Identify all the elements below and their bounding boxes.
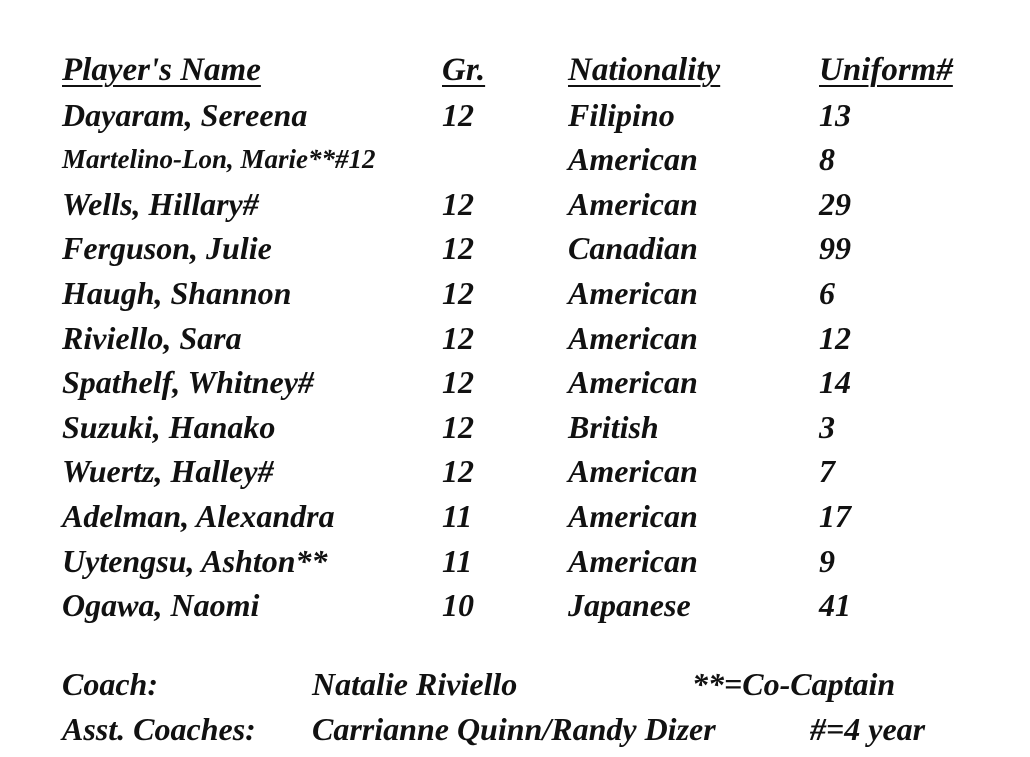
- player-name: Wuertz, Halley#: [62, 453, 274, 490]
- player-uniform: 6: [819, 274, 835, 311]
- player-uniform: 14: [819, 364, 851, 401]
- player-uniform: 12: [819, 319, 851, 356]
- player-uniform: 8: [819, 141, 835, 178]
- player-nationality: American: [568, 364, 698, 401]
- player-grade: 12: [442, 274, 474, 311]
- player-nationality: British: [568, 408, 659, 445]
- player-name: Uytengsu, Ashton**: [62, 542, 328, 579]
- player-name: Ogawa, Naomi: [62, 587, 260, 624]
- player-grade: 12: [442, 364, 474, 401]
- player-name: Martelino-Lon, Marie**#12: [62, 144, 376, 175]
- player-grade: 10: [442, 587, 474, 624]
- player-nationality: Canadian: [568, 230, 698, 267]
- player-name: Adelman, Alexandra: [62, 497, 335, 534]
- cocaptain-legend: **=Co-Captain: [692, 666, 896, 702]
- player-name: Dayaram, Sereena: [62, 96, 308, 133]
- player-nationality: American: [568, 542, 698, 579]
- player-uniform: 99: [819, 230, 851, 267]
- header-grade: Gr.: [442, 52, 486, 88]
- header-nationality: Nationality: [568, 52, 721, 88]
- player-uniform: 29: [819, 185, 851, 222]
- player-grade: 12: [442, 453, 474, 490]
- header-player-name: Player's Name: [62, 52, 261, 88]
- player-nationality: American: [568, 453, 698, 490]
- coach-name: Natalie Riviello: [312, 666, 518, 702]
- player-nationality: American: [568, 141, 698, 178]
- asst-coaches-names: Carrianne Quinn/Randy Dizer: [312, 711, 716, 747]
- player-nationality: American: [568, 497, 698, 534]
- header-uniform: Uniform#: [819, 52, 953, 88]
- player-name: Ferguson, Julie: [62, 230, 272, 267]
- player-name: Wells, Hillary#: [62, 185, 259, 222]
- player-uniform: 41: [819, 587, 851, 624]
- player-name: Riviello, Sara: [62, 319, 242, 356]
- player-uniform: 17: [819, 497, 851, 534]
- player-nationality: Filipino: [568, 96, 675, 133]
- player-grade: 11: [442, 542, 473, 579]
- player-grade: 12: [442, 230, 474, 267]
- coach-label: Coach:: [62, 666, 158, 702]
- player-nationality: American: [568, 274, 698, 311]
- player-name: Haugh, Shannon: [62, 274, 292, 311]
- asst-coaches-label: Asst. Coaches:: [62, 711, 256, 747]
- player-grade: 12: [442, 185, 474, 222]
- player-name: Suzuki, Hanako: [62, 408, 276, 445]
- player-grade: 11: [442, 497, 473, 534]
- player-uniform: 7: [819, 453, 835, 490]
- player-grade: 12: [442, 319, 474, 356]
- player-uniform: 13: [819, 96, 851, 133]
- player-nationality: American: [568, 319, 698, 356]
- player-name: Spathelf, Whitney#: [62, 364, 314, 401]
- player-nationality: American: [568, 185, 698, 222]
- player-nationality: Japanese: [568, 587, 691, 624]
- player-uniform: 9: [819, 542, 835, 579]
- four-year-legend: #=4 year: [810, 711, 926, 747]
- player-grade: 12: [442, 96, 474, 133]
- player-uniform: 3: [819, 408, 835, 445]
- player-grade: 12: [442, 408, 474, 445]
